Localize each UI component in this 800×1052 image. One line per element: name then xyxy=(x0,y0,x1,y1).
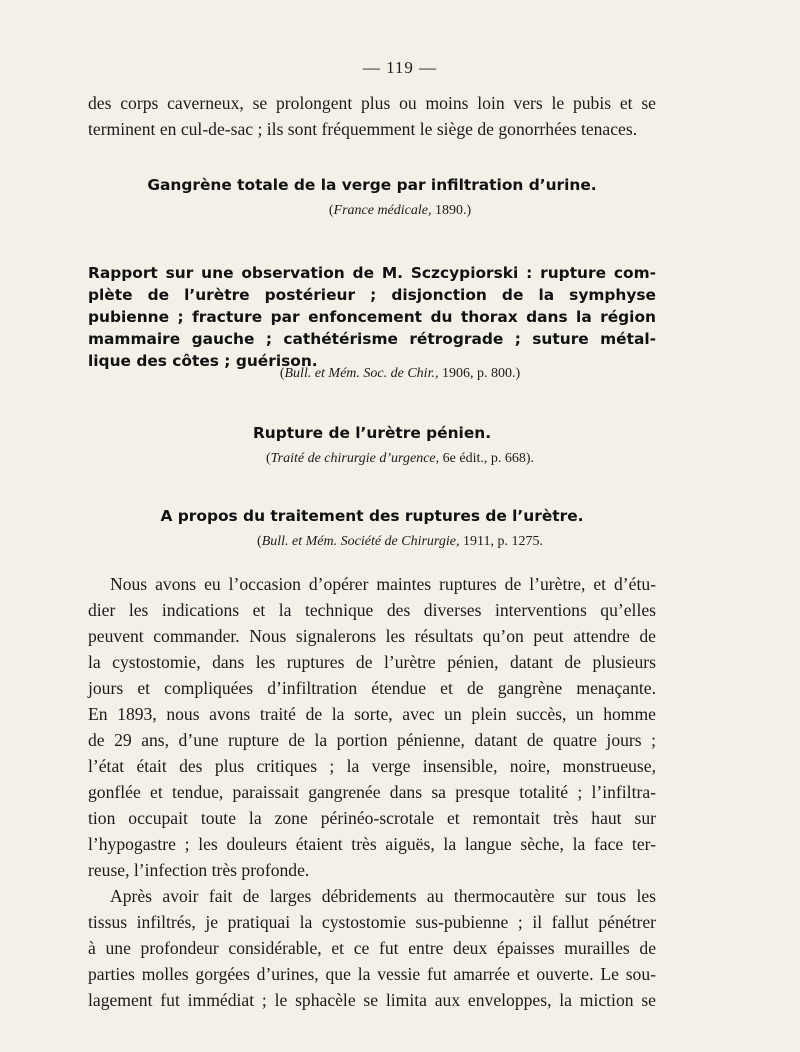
reference-detail: 1911, p. 1275. xyxy=(462,534,543,549)
title-line: lique des côtes ; guérison. xyxy=(88,352,318,370)
section-title xyxy=(88,262,656,372)
body-paragraph xyxy=(88,883,656,1013)
reference-detail: 1906, p. 800.) xyxy=(441,366,521,381)
title-line: mammaire gauche ; cathétérisme rétrograde ; suture métal- xyxy=(88,330,656,348)
section-reference: (Bull. et Mém. Soc. de Chir., 1906, p. 800.) xyxy=(279,366,521,381)
body-paragraph xyxy=(88,571,656,883)
reference-source: Traité de chirurgie d’urgence, xyxy=(270,451,440,466)
text-line: des corps caverneux, se prolongent plus ou moins loin vers le pubis et se xyxy=(88,93,656,113)
reference-source: France médicale, xyxy=(333,203,432,218)
text-line: gonflée et tendue, paraissait gangrenée dans sa presque totalité ; l’infiltra- xyxy=(88,782,656,802)
text-line: tion occupait toute la zone périnéo-scrotale et remontait très haut sur xyxy=(88,808,656,828)
section-title: Rupture de l’urètre pénien. xyxy=(252,424,492,442)
reference-source: Bull. et Mém. Société de Chirurgie, xyxy=(261,534,460,549)
section-reference: (Traité de chirurgie d’urgence, 6e édit., p. 668). xyxy=(265,451,535,466)
text-line: lagement fut immédiat ; le sphacèle se limita aux enveloppes, la miction se xyxy=(88,990,656,1010)
section-reference: (France médicale, 1890.) xyxy=(328,203,472,218)
text-line: Nous avons eu l’occasion d’opérer maintes ruptures de l’urètre, et d’étu- xyxy=(110,574,656,594)
text-line: l’hypogastre ; les douleurs étaient très aiguës, la langue sèche, la face ter- xyxy=(88,834,656,854)
title-line: plète de l’urètre postérieur ; disjonction de la symphyse xyxy=(88,286,656,304)
title-line: pubienne ; fracture par enfoncement du thorax dans la région xyxy=(88,308,656,326)
text-line: peuvent commander. Nous signalerons les résultats qu’on peut attendre de xyxy=(88,626,656,646)
section-title: Gangrène totale de la verge par infiltration d’urine. xyxy=(147,176,597,194)
text-line: terminent en cul-de-sac ; ils sont fréquemment le siège de gonorrhées tenaces. xyxy=(88,119,638,139)
text-line: En 1893, nous avons traité de la sorte, avec un plein succès, un homme xyxy=(88,704,656,724)
section-reference: (Bull. et Mém. Société de Chirurgie, 1911, p. 1275. xyxy=(257,534,543,549)
text-line: dier les indications et la technique des diverses interventions qu’elles xyxy=(88,600,656,620)
section-title: A propos du traitement des ruptures de l’urètre. xyxy=(160,507,584,525)
text-line: tissus infiltrés, je pratiquai la cystostomie sus-pubienne ; il fallut pénétrer xyxy=(88,912,656,932)
text-line: de 29 ans, d’une rupture de la portion pénienne, datant de quatre jours ; xyxy=(88,730,656,750)
text-line: à une profondeur considérable, et ce fut entre deux épaisses murailles de xyxy=(88,938,656,958)
text-line: la cystostomie, dans les ruptures de l’urètre pénien, datant de plusieurs xyxy=(88,652,656,672)
page-number: — 119 — xyxy=(362,58,438,77)
text-line: reuse, l’infection très profonde. xyxy=(88,860,310,880)
text-line: parties molles gorgées d’urines, que la vessie fut amarrée et ouverte. Le sou- xyxy=(88,964,656,984)
reference-detail: 1890.) xyxy=(434,203,472,218)
reference-detail: 6e édit., p. 668). xyxy=(442,451,535,466)
title-line: Rapport sur une observation de M. Sczcypiorski : rupture com- xyxy=(88,264,656,282)
text-line: Après avoir fait de larges débridements au thermocautère sur tous les xyxy=(110,886,656,906)
intro-paragraph xyxy=(88,90,656,142)
reference-source: Bull. et Mém. Soc. de Chir., xyxy=(284,366,439,381)
text-line: l’état était des plus critiques ; la verge insensible, noire, monstrueuse, xyxy=(88,756,656,776)
text-line: jours et compliquées d’infiltration étendue et de gangrène menaçante. xyxy=(88,678,656,698)
